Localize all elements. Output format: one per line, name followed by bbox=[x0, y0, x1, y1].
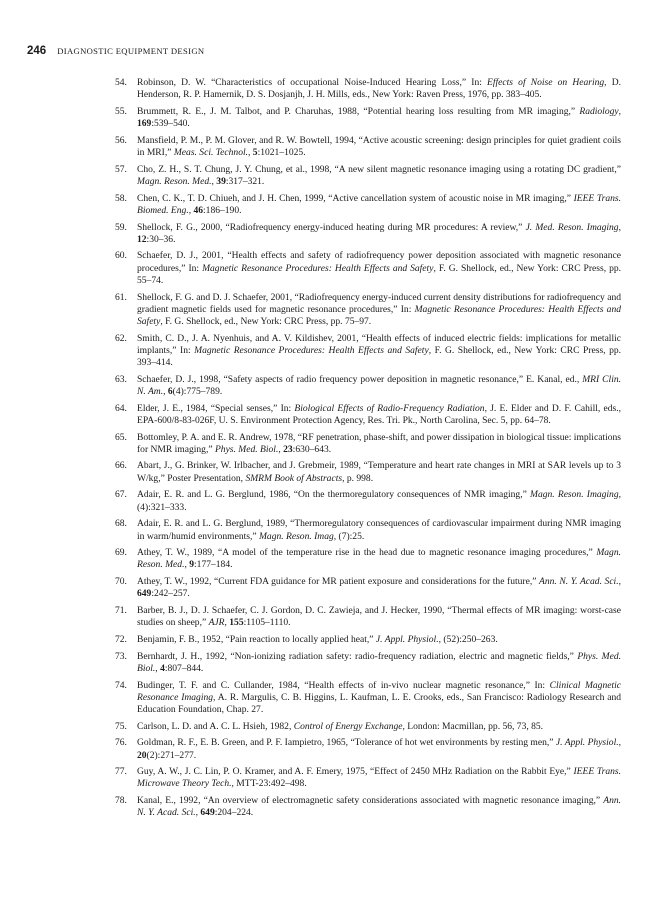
reference-number: 65. bbox=[115, 431, 127, 443]
reference-item bbox=[115, 292, 621, 329]
reference-number: 62. bbox=[115, 332, 127, 344]
reference-segment: Shellock, F. G. and D. J. Schaefer, 2001, “Radiofrequency energy-induced current density distributions for radiofrequency and gradient magnetic fields used for magnetic resonance procedures,” In: bbox=[137, 291, 621, 315]
reference-item bbox=[115, 795, 621, 819]
reference-number: 75. bbox=[115, 720, 127, 732]
reference-segment: Goldman, R. F., E. B. Green, and P. F. Iampietro, 1965, “Tolerance of hot wet environments by resting men,” bbox=[137, 737, 556, 749]
reference-number: 54. bbox=[115, 77, 127, 88]
reference-number: 67. bbox=[115, 489, 127, 501]
reference-segment: :242–257. bbox=[151, 588, 190, 600]
reference-segment: Carlson, L. D. and A. C. L. Hsieh, 1982, bbox=[137, 720, 294, 732]
reference-number: 76. bbox=[115, 737, 127, 749]
reference-item bbox=[115, 576, 621, 600]
reference-item bbox=[115, 547, 621, 571]
reference-segment: Chen, C. K., T. D. Chiueh, and J. H. Chen, 1999, “Active cancellation system of acoustic noise in MR imaging,” bbox=[137, 192, 574, 204]
italic-title: Magn. Reson. Med. bbox=[137, 547, 621, 571]
volume-number: 6 bbox=[167, 385, 173, 397]
reference-number: 55. bbox=[115, 105, 127, 117]
reference-text bbox=[137, 193, 621, 216]
reference-number: 78. bbox=[115, 795, 127, 807]
volume-number: 23 bbox=[283, 443, 293, 455]
reference-item bbox=[115, 333, 621, 370]
reference-segment: Cho, Z. H., S. T. Chung, J. Y. Chung, et al., 1998, “A new silent magnetic resonance imaging using a rotating DC gradient,” bbox=[137, 163, 621, 175]
reference-segment: Schaefer, D. J., 2001, “Health effects and safety of radiofrequency power deposition associated with magnetic resonance procedures,” In: bbox=[137, 250, 621, 274]
reference-segment: Mansfield, P. M., P. M. Glover, and R. W. Bowtell, 1994, “Active acoustic screening: design principles for quiet gradient coils in MRI,” bbox=[137, 134, 621, 159]
reference-segment: Bottomley, P. A. and E. R. Andrew, 1978, “RF penetration, phase-shift, and power dissipation in biological tissue: implications for NMR imaging,” bbox=[137, 431, 622, 455]
volume-number: 9 bbox=[189, 559, 195, 571]
reference-item bbox=[115, 222, 621, 246]
reference-segment: , bbox=[224, 617, 230, 629]
reference-segment: :186–190. bbox=[203, 204, 242, 216]
reference-item bbox=[115, 651, 621, 675]
reference-text bbox=[137, 721, 543, 732]
reference-segment: , London: Macmillan, pp. 56, 73, 85. bbox=[402, 720, 544, 732]
reference-segment: , F. G. Shellock, ed., New York: CRC Press, pp. 55–74. bbox=[137, 262, 622, 286]
reference-segment: Kanal, E., 1992, “An overview of electromagnetic safety considerations associated with magnetic resonance imaging,” bbox=[137, 795, 604, 807]
reference-item bbox=[115, 737, 621, 761]
italic-title: MRI Clin. N. Am. bbox=[137, 373, 622, 397]
italic-title: J. Appl. Physiol. bbox=[375, 633, 439, 645]
italic-title: Phys. Med. Biol. bbox=[137, 650, 621, 674]
reference-item bbox=[115, 766, 621, 790]
reference-segment: (4):775–789. bbox=[172, 385, 223, 397]
reference-segment: , bbox=[155, 662, 161, 674]
reference-item bbox=[115, 605, 621, 629]
volume-number: 12 bbox=[137, 233, 147, 245]
reference-segment: , (4):321–333. bbox=[137, 489, 621, 513]
reference-segment: Bernhardt, J. H., 1992, “Non-ionizing radiation safety: radio-frequency radiation, electric and magnetic fields,” bbox=[137, 650, 578, 662]
reference-segment: , bbox=[188, 204, 194, 216]
italic-title: Magn. Reson. Imag bbox=[258, 530, 334, 542]
reference-segment: , bbox=[211, 175, 217, 187]
reference-segment: :317–321. bbox=[225, 175, 265, 187]
reference-segment: , bbox=[278, 443, 284, 455]
reference-segment: , (52):250–263. bbox=[438, 633, 498, 645]
reference-text bbox=[137, 651, 621, 674]
reference-number: 72. bbox=[115, 633, 127, 645]
italic-title: SMRM Book of Abstracts bbox=[245, 472, 343, 484]
reference-segment: Smith, C. D., J. A. Nyenhuis, and A. V. Kildishev, 2001, “Health effects of induced electric fields: implications for metallic implants,” In: bbox=[137, 332, 621, 356]
reference-number: 57. bbox=[115, 163, 127, 175]
reference-segment: Schaefer, D. J., 1998, “Safety aspects of radio frequency power deposition in magnetic resonance,” E. Kanal, ed., bbox=[137, 373, 583, 385]
italic-title: Ann. N. Y. Acad. Sci. bbox=[137, 795, 621, 819]
reference-text bbox=[137, 795, 621, 818]
reference-text bbox=[137, 766, 621, 789]
italic-title: J. Med. Reson. Imaging bbox=[525, 221, 619, 233]
reference-number: 63. bbox=[115, 373, 127, 385]
page-number: 246 bbox=[27, 45, 47, 57]
reference-segment: Shellock, F. G., 2000, “Radiofrequency energy-induced heating during MR procedures: A review,” bbox=[137, 221, 526, 233]
reference-segment: (2):271–277. bbox=[146, 749, 197, 761]
reference-number: 71. bbox=[115, 605, 127, 617]
reference-text bbox=[137, 77, 621, 100]
italic-title: Clinical Magnetic Resonance Imaging bbox=[137, 679, 622, 703]
reference-segment: , F. G. Shellock, ed., New York: CRC Press, pp. 75–97. bbox=[160, 315, 372, 327]
reference-number: 70. bbox=[115, 576, 127, 588]
reference-text bbox=[137, 547, 621, 570]
volume-number: 169 bbox=[137, 118, 152, 130]
reference-segment: Barber, B. J., D. J. Schaefer, C. J. Gordon, D. C. Zawieja, and J. Hecker, 1990, “Thermal effects of MR imaging: worst-case studies on sheep,” bbox=[137, 605, 621, 629]
reference-text bbox=[137, 292, 621, 327]
reference-segment: , bbox=[184, 559, 190, 571]
volume-number: 20 bbox=[137, 749, 147, 761]
reference-segment: , D. Henderson, R. P. Hamernik, D. S. Dosjanjh, J. H. Mills, eds., New York: Raven Press, 1976, pp. 383–405. bbox=[137, 77, 621, 101]
italic-title: IEEE Trans. Microwave Theory Tech. bbox=[137, 766, 621, 790]
reference-segment: , p. 998. bbox=[342, 472, 374, 484]
volume-number: 649 bbox=[200, 807, 215, 819]
italic-title: Magnetic Resonance Procedures: Health Effects and Safety bbox=[202, 262, 434, 274]
reference-text bbox=[137, 135, 621, 158]
reference-number: 66. bbox=[115, 460, 127, 472]
reference-segment: , bbox=[618, 737, 621, 749]
reference-segment: , MTT-23:492–498. bbox=[231, 778, 307, 790]
reference-text bbox=[137, 489, 621, 512]
reference-segment: :204–224. bbox=[214, 807, 254, 819]
italic-title: Phys. Med. Biol. bbox=[214, 443, 279, 455]
reference-item bbox=[115, 374, 621, 398]
reference-segment: Brummett, R. E., J. M. Talbot, and P. Charuhas, 1988, “Potential hearing loss resulting from MR imaging,” bbox=[137, 105, 580, 117]
volume-number: 39 bbox=[216, 175, 226, 187]
reference-segment: , A. R. Margulis, C. B. Higgins, L. Kaufman, L. E. Crooks, eds., San Francisco: Radiology Research and Education Foundation, Chap. 27. bbox=[137, 691, 621, 715]
reference-segment: , bbox=[618, 576, 621, 588]
italic-title: Biological Effects of Radio-Frequency Radiation bbox=[294, 402, 485, 414]
reference-number: 64. bbox=[115, 402, 127, 414]
reference-number: 58. bbox=[115, 192, 127, 204]
reference-number: 73. bbox=[115, 650, 127, 662]
reference-segment: , bbox=[195, 807, 201, 819]
reference-item bbox=[115, 135, 621, 159]
reference-segment: :1105–1110. bbox=[243, 617, 291, 629]
reference-text bbox=[137, 518, 621, 541]
reference-text bbox=[137, 634, 498, 645]
reference-segment: , bbox=[163, 385, 168, 397]
reference-segment: Elder, J. E., 1984, “Special senses,” In: bbox=[137, 402, 295, 414]
reference-segment: :1021–1025. bbox=[257, 147, 306, 159]
reference-text bbox=[137, 333, 621, 368]
reference-segment: Benjamin, F. B., 1952, “Pain reaction to locally applied heat,” bbox=[137, 633, 376, 645]
reference-segment: :177–184. bbox=[194, 559, 233, 571]
reference-segment: , F. G. Shellock, ed., New York: CRC Press, pp. 393–414. bbox=[137, 344, 622, 369]
reference-number: 59. bbox=[115, 221, 127, 233]
volume-number: 155 bbox=[229, 617, 244, 629]
reference-segment: Athey, T. W., 1989, “A model of the temperature rise in the head due to magnetic resonance imaging procedures,” bbox=[137, 547, 597, 559]
reference-item bbox=[115, 164, 621, 188]
running-title: DIAGNOSTIC EQUIPMENT DESIGN bbox=[57, 46, 205, 56]
italic-title: AJR bbox=[208, 617, 225, 629]
italic-title: Magn. Reson. Imaging bbox=[530, 489, 619, 501]
reference-text bbox=[137, 164, 621, 187]
reference-item bbox=[115, 250, 621, 287]
reference-text bbox=[137, 605, 621, 628]
reference-segment: Adair, E. R. and L. G. Berglund, 1989, “Thermoregulatory consequences of cardiovascular impairment during NMR imaging in warm/humid environments,” bbox=[137, 518, 621, 542]
reference-text bbox=[137, 250, 621, 285]
reference-item bbox=[115, 77, 621, 101]
reference-item bbox=[115, 489, 621, 513]
italic-title: J. Appl. Physiol. bbox=[555, 737, 619, 749]
reference-segment: Abart, J., G. Brinker, W. Irlbacher, and J. Grebmeir, 1989, “Temperature and heart rate changes in MRI at SAR levels up to 3 W/kg,” Poster Presentation, bbox=[137, 460, 621, 484]
italic-title: Magn. Reson. Med. bbox=[137, 175, 212, 187]
reference-text bbox=[137, 576, 621, 599]
volume-number: 46 bbox=[193, 204, 204, 216]
reference-item bbox=[115, 193, 621, 217]
reference-segment: Robinson, D. W. “Characteristics of occupational Noise-Induced Hearing Loss,” In: bbox=[137, 77, 488, 88]
reference-segment: , bbox=[618, 105, 621, 117]
italic-title: IEEE Trans. Biomed. Eng. bbox=[137, 192, 621, 216]
italic-title: Radiology bbox=[579, 105, 619, 117]
reference-item bbox=[115, 432, 621, 456]
italic-title: Meas. Sci. Technol. bbox=[173, 147, 249, 159]
reference-text bbox=[137, 106, 621, 129]
italic-title: Magnetic Resonance Procedures: Health Effects and Safety bbox=[194, 344, 429, 356]
reference-segment: Adair, E. R. and L. G. Berglund, 1986, “On the thermoregulatory consequences of NMR imaging,” bbox=[137, 489, 531, 501]
reference-item bbox=[115, 403, 621, 427]
italic-title: Ann. N. Y. Acad. Sci. bbox=[539, 576, 619, 588]
reference-text bbox=[137, 374, 621, 397]
reference-item bbox=[115, 518, 621, 542]
reference-item bbox=[115, 460, 621, 484]
italic-title: Control of Energy Exchange bbox=[293, 720, 403, 732]
reference-list bbox=[115, 77, 621, 824]
reference-segment: :630–643. bbox=[292, 443, 332, 455]
reference-number: 77. bbox=[115, 766, 127, 778]
reference-text bbox=[137, 460, 621, 483]
volume-number: 4 bbox=[160, 662, 165, 674]
page-header bbox=[27, 41, 204, 57]
reference-segment: :807–844. bbox=[164, 662, 204, 674]
italic-title: Magnetic Resonance Procedures: Health Effects and Safety bbox=[137, 303, 621, 327]
reference-segment: , J. E. Elder and D. F. Cahill, eds., EPA-600/8-83-026F, U. S. Environment Protection Agency, Res. Tri. Pk., North Carolina, Sec. 5, pp. 64–78. bbox=[137, 402, 621, 426]
reference-segment: :30–36. bbox=[146, 233, 176, 245]
reference-item bbox=[115, 634, 621, 646]
reference-number: 61. bbox=[115, 291, 127, 303]
reference-number: 68. bbox=[115, 518, 127, 530]
reference-segment: Budinger, T. F. and C. Cullander, 1984, “Health effects of in-vivo nuclear magnetic resonance,” In: bbox=[137, 679, 550, 691]
italic-title: Effects of Noise on Hearing bbox=[487, 77, 605, 88]
reference-text bbox=[137, 737, 621, 760]
reference-segment: Guy, A. W., J. C. Lin, P. O. Kramer, and A. F. Emery, 1975, “Effect of 2450 MHz Radiation on the Rabbit Eye,” bbox=[137, 766, 574, 778]
volume-number: 5 bbox=[252, 147, 258, 159]
reference-item bbox=[115, 680, 621, 717]
reference-segment: , bbox=[618, 221, 621, 233]
reference-text bbox=[137, 432, 621, 455]
reference-segment: :539–540. bbox=[151, 118, 190, 130]
reference-text bbox=[137, 403, 621, 426]
reference-text bbox=[137, 222, 621, 245]
reference-segment: Athey, T. W., 1992, “Current FDA guidance for MR patient exposure and considerations for the future,” bbox=[137, 576, 540, 588]
reference-number: 69. bbox=[115, 547, 127, 559]
reference-item bbox=[115, 106, 621, 130]
volume-number: 649 bbox=[137, 588, 152, 600]
reference-number: 56. bbox=[115, 134, 127, 146]
reference-segment: , (7):25. bbox=[333, 530, 365, 542]
reference-segment: , bbox=[248, 147, 253, 159]
reference-number: 74. bbox=[115, 679, 127, 691]
reference-item bbox=[115, 721, 621, 733]
reference-text bbox=[137, 680, 621, 715]
reference-number: 60. bbox=[115, 250, 127, 262]
